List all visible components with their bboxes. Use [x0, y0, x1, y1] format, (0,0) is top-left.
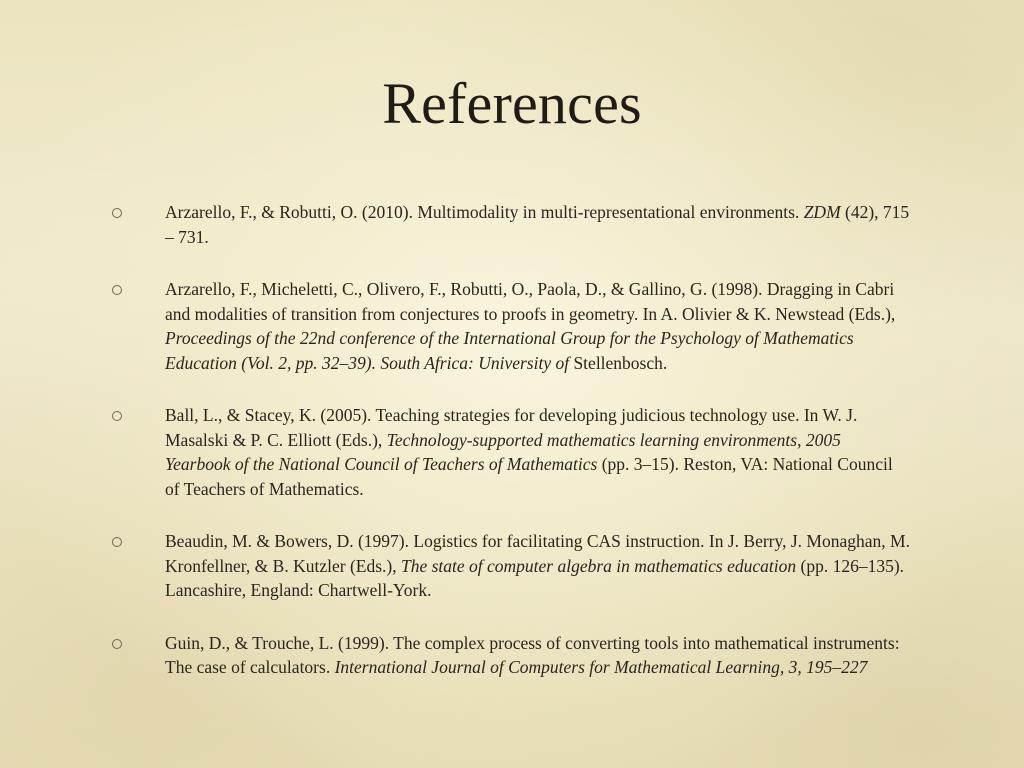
- reference-text: (pp. 3–15). Reston, VA: National Council of Teachers of Mathematics.: [165, 454, 893, 499]
- reference-italic-text: The state of computer algebra in mathematics education: [400, 555, 797, 576]
- reference-text: (pp. 126–135). Lancashire, England: Chartwell-York.: [165, 555, 905, 600]
- reference-list: [110, 200, 910, 680]
- reference-text: Arzarello, F., Micheletti, C., Olivero, F., Robutti, O., Paola, D., & Gallino, G. (1998). Dragging in Cabri and modalities of transition from conjectures to proofs in geometry. In A. Olivier & K. Newstead (Eds.),: [165, 279, 896, 324]
- slide-title: References: [382, 71, 642, 136]
- reference-italic-text: Technology-supported mathematics learning environments, 2005 Yearbook of the National Council of Teachers of Mathematics: [165, 429, 841, 474]
- reference-item: [110, 277, 910, 375]
- reference-item: [110, 631, 910, 680]
- reference-item: [110, 403, 910, 501]
- bullet-circle-icon: [112, 208, 122, 218]
- reference-text: Guin, D., & Trouche, L. (1999). The complex process of converting tools into mathematical instruments: The case of calculators.: [165, 632, 900, 677]
- reference-item: [110, 529, 910, 603]
- reference-text: Arzarello, F., & Robutti, O. (2010). Multimodality in multi-representational environments.: [165, 202, 804, 222]
- reference-italic-text: Proceedings of the 22nd conference of the International Group for the Psychology of Mathematics Education (Vol. 2, pp. 32–39). South Africa: University of: [165, 328, 854, 373]
- reference-text: Stellenbosch.: [573, 352, 668, 373]
- reference-italic-text: ZDM: [803, 202, 841, 222]
- reference-item: [110, 200, 910, 249]
- reference-text: (42), 715 – 731.: [165, 202, 910, 247]
- reference-text: Beaudin, M. & Bowers, D. (1997). Logistics for facilitating CAS instruction. In J. Berry, J. Monaghan, M. Kronfellner, & B. Kutzler (Eds.),: [165, 531, 910, 576]
- bullet-circle-icon: [112, 285, 122, 295]
- reference-italic-text: International Journal of Computers for Mathematical Learning, 3, 195–227: [334, 657, 868, 677]
- bullet-circle-icon: [112, 537, 122, 547]
- bullet-circle-icon: [112, 639, 122, 649]
- reference-text: Ball, L., & Stacey, K. (2005). Teaching strategies for developing judicious technology use. In W. J. Masalski & P. C. Elliott (Eds.),: [165, 405, 858, 450]
- bullet-circle-icon: [112, 411, 122, 421]
